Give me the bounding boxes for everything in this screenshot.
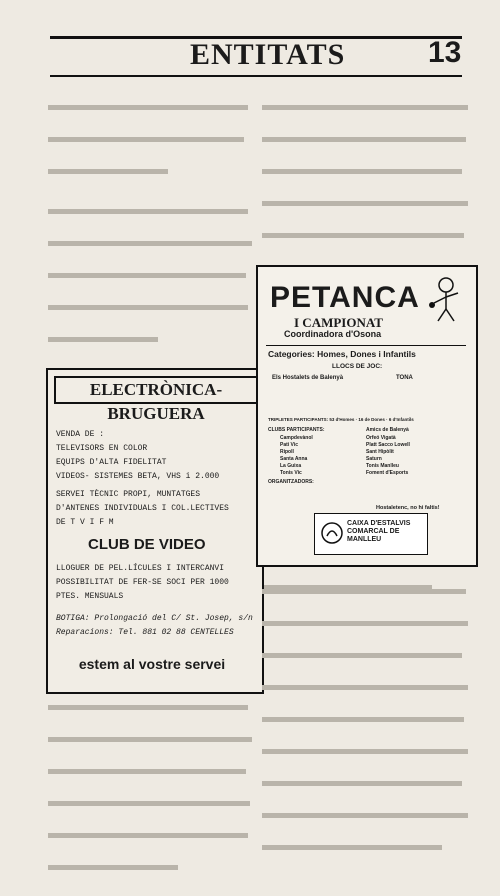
ad-footer: estem al vostre servei <box>78 656 226 672</box>
poster-slogan: Hostaletenc, no hi faltis! <box>376 505 440 511</box>
petanca-player-illustration <box>426 275 466 323</box>
petanca-poster <box>256 265 478 567</box>
ad-line: DE T V I F M <box>56 518 114 527</box>
bottom-right-text <box>262 568 472 876</box>
ad-address: BOTIGA: Prolongació del C/ St. Josep, s/n <box>56 614 253 623</box>
club-left: Campdevànol <box>280 435 313 441</box>
club-title: CLUB DE VIDEO <box>88 536 206 553</box>
poster-rule <box>266 345 466 346</box>
club-left: La Guixa <box>280 463 302 469</box>
club-right: Orfeó Vigatà <box>366 435 396 441</box>
club-right: Tonis Manlleu <box>366 463 399 469</box>
sponsor-box <box>314 513 428 555</box>
clubs-heading: CLUBS PARTICIPANTS: <box>268 427 325 433</box>
ad-repairs: Reparacions: Tel. 881 02 88 CENTELLES <box>56 628 234 637</box>
club-right: Saturn <box>366 456 382 462</box>
club-right: Sant Hipòlit <box>366 449 394 455</box>
club-left: Pati Vic <box>280 442 298 448</box>
poster-participants: TRIPLETES PARTICIPANTS: 53 d'Homes · 16 de Dones · 6 d'Infantils <box>268 417 414 422</box>
venue-left: Els Hostalets de Balenyà <box>272 375 344 381</box>
club-left: Santa Anna <box>280 456 308 462</box>
electronica-ad <box>46 368 264 694</box>
organizers-heading: ORGANITZADORS: <box>268 479 314 485</box>
poster-categories: Categories: Homes, Dones i Infantils <box>268 349 416 359</box>
page-number: 13 <box>428 36 462 69</box>
ad-line: EQUIPS D'ALTA FIDELITAT <box>56 458 167 467</box>
venues-heading: LLOCS DE JOC: <box>332 363 383 370</box>
poster-title: PETANCA <box>270 281 420 314</box>
club-right: Amics de Balenyà <box>366 427 409 433</box>
club-right: Platt Sacco Lowell <box>366 442 410 448</box>
ad-line: SERVEI TÈCNIC PROPI, MUNTATGES <box>56 490 201 499</box>
club-left: Ripoll <box>280 449 294 455</box>
ad-line: TELEVISORS EN COLOR <box>56 444 148 453</box>
club-left: Tonis Vic <box>280 470 302 476</box>
ad-title: ELECTRÒNICA-BRUGUERA <box>54 376 258 404</box>
ad-line: VENDA DE : <box>56 430 105 439</box>
sponsor-name: CAIXA D'ESTALVIS COMARCAL DE MANLLEU <box>347 520 411 543</box>
club-line: PTES. MENSUALS <box>56 592 124 601</box>
venue-right: TONA <box>396 375 413 381</box>
ad-line: VIDEOS- SISTEMES BETA, VHS i 2.000 <box>56 472 220 481</box>
club-line: POSSIBILITAT DE FER-SE SOCI PER 1000 <box>56 578 229 587</box>
section-title: ENTITATS <box>190 38 346 71</box>
poster-organizer: Coordinadora d'Osona <box>284 329 382 339</box>
club-right: Foment d'Esports <box>366 470 409 476</box>
poster-subtitle: I CAMPIONAT <box>294 315 383 330</box>
caixa-logo-icon <box>321 522 343 544</box>
club-line: LLOGUER DE PEL.LÍCULES I INTERCANVI <box>56 564 225 573</box>
ad-line: D'ANTENES INDIVIDUALS I COL.LECTIVES <box>56 504 229 513</box>
